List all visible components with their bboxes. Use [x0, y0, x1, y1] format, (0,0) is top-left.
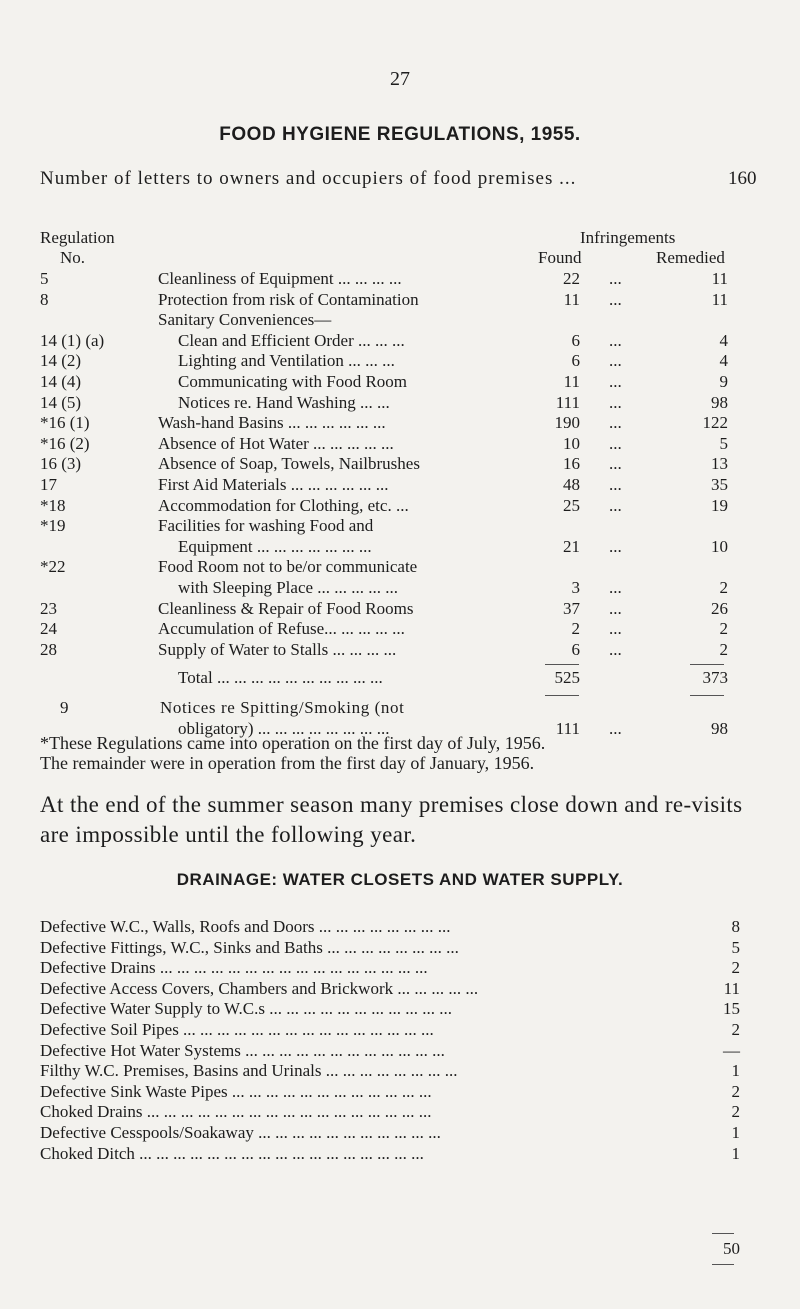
row-found: 25	[563, 496, 580, 515]
row-remedied: 13	[711, 454, 728, 473]
row-separator: ...	[609, 454, 622, 473]
remedied-rule-2	[690, 695, 724, 696]
row-found: 3	[571, 578, 580, 597]
remedied-rule	[690, 664, 724, 665]
row-found: 22	[563, 269, 580, 288]
drainage-item-label: Choked Ditch ... ... ... ... ... ... ... ... ... ... ... ... ... ... ... ... ...	[40, 1144, 424, 1163]
drainage-item-label: Defective Drains ... ... ... ... ... ... ... ... ... ... ... ... ... ... ... ...	[40, 958, 428, 977]
drainage-item-value: 1	[731, 1123, 740, 1142]
notices-sep: ...	[609, 719, 622, 738]
notices-reg-no: 9	[60, 698, 69, 717]
drainage-item-value: 5	[731, 938, 740, 957]
row-remedied: 4	[719, 331, 728, 350]
summer-paragraph: At the end of the summer season many premises close down and re-visits are impossible until the following year.	[40, 792, 743, 847]
row-separator: ...	[609, 413, 622, 432]
drainage-item-value: 2	[731, 958, 740, 977]
drainage-item-value: 1	[731, 1144, 740, 1163]
row-description: Facilities for washing Food and	[158, 516, 374, 535]
drainage-item-label: Defective Water Supply to W.C.s ... ... ... ... ... ... ... ... ... ... ...	[40, 999, 452, 1018]
row-found: 2	[571, 619, 580, 638]
row-separator: ...	[609, 537, 622, 556]
row-reg-no: 23	[40, 599, 57, 618]
row-separator: ...	[609, 599, 622, 618]
row-reg-no: 8	[40, 290, 49, 309]
row-separator: ...	[609, 434, 622, 453]
found-rule	[545, 664, 579, 665]
row-separator: ...	[609, 372, 622, 391]
drainage-item-value: 2	[731, 1102, 740, 1121]
drainage-item-label: Defective W.C., Walls, Roofs and Doors ... ... ... ... ... ... ... ...	[40, 917, 451, 936]
row-remedied: 4	[719, 351, 728, 370]
row-remedied: 35	[711, 475, 728, 494]
row-remedied: 19	[711, 496, 728, 515]
row-remedied: 98	[711, 393, 728, 412]
row-separator: ...	[609, 496, 622, 515]
row-reg-no: 17	[40, 475, 57, 494]
drainage-item-label: Defective Access Covers, Chambers and Brickwork ... ... ... ... ...	[40, 979, 479, 998]
row-description: Lighting and Ventilation ... ... ...	[178, 351, 395, 370]
row-reg-no: *16 (2)	[40, 434, 90, 453]
col-header-remedied: Remedied	[656, 248, 725, 267]
drainage-item-value: 15	[723, 999, 740, 1018]
row-remedied: 2	[719, 578, 728, 597]
drainage-item-label: Filthy W.C. Premises, Basins and Urinals ... ... ... ... ... ... ... ...	[40, 1061, 458, 1080]
row-found: 6	[571, 640, 580, 659]
row-remedied: 10	[711, 537, 728, 556]
row-found: 190	[554, 413, 580, 432]
row-description: Clean and Efficient Order ... ... ...	[178, 331, 405, 350]
footnote-1: *These Regulations came into operation on the first day of July, 1956.	[40, 733, 546, 753]
row-found: 11	[563, 372, 580, 391]
row-remedied: 9	[719, 372, 728, 391]
intro-value: 160	[728, 168, 757, 189]
row-separator: ...	[609, 269, 622, 288]
total-found: 525	[554, 668, 580, 687]
row-found: 16	[563, 454, 580, 473]
row-description: Food Room not to be/or communicate	[158, 557, 418, 576]
row-found: 37	[563, 599, 580, 618]
row-description: Accumulation of Refuse... ... ... ... ...	[158, 619, 405, 638]
drainage-item-value: 11	[723, 979, 740, 998]
row-found: 11	[563, 290, 580, 309]
page-number: 27	[390, 68, 410, 90]
row-separator: ...	[609, 640, 622, 659]
row-description: Absence of Soap, Towels, Nailbrushes	[158, 454, 420, 473]
drainage-item-label: Defective Fittings, W.C., Sinks and Baths ... ... ... ... ... ... ... ...	[40, 938, 459, 957]
row-description: Absence of Hot Water ... ... ... ... ...	[158, 434, 394, 453]
row-found: 48	[563, 475, 580, 494]
notices-remedied: 98	[711, 719, 728, 738]
row-separator: ...	[609, 475, 622, 494]
row-description: Wash-hand Basins ... ... ... ... ... ...	[158, 413, 386, 432]
drainage-item-label: Defective Sink Waste Pipes ... ... ... ... ... ... ... ... ... ... ... ...	[40, 1082, 432, 1101]
row-remedied: 5	[719, 434, 728, 453]
total-label: Total ... ... ... ... ... ... ... ... ... ...	[178, 668, 383, 687]
row-description: Accommodation for Clothing, etc. ...	[158, 496, 409, 515]
row-reg-no: 24	[40, 619, 57, 638]
row-remedied: 11	[711, 290, 728, 309]
row-description: Communicating with Food Room	[178, 372, 408, 391]
row-remedied: 2	[719, 619, 728, 638]
row-reg-no: *18	[40, 496, 66, 515]
drainage-item-value: 2	[731, 1082, 740, 1101]
drainage-item-value: —	[723, 1041, 740, 1060]
row-reg-no: 14 (5)	[40, 393, 82, 412]
row-reg-no: 28	[40, 640, 57, 659]
page-title: FOOD HYGIENE REGULATIONS, 1955.	[219, 124, 581, 145]
row-found: 6	[571, 331, 580, 350]
row-reg-no: 14 (1) (a)	[40, 331, 105, 350]
row-description: Sanitary Conveniences—	[158, 310, 332, 329]
row-description: Notices re. Hand Washing ... ...	[178, 393, 390, 412]
row-separator: ...	[609, 393, 622, 412]
intro-label: Number of letters to owners and occupiers of food premises ...	[40, 168, 577, 189]
row-description: Protection from risk of Contamination	[158, 290, 419, 309]
row-separator: ...	[609, 578, 622, 597]
row-separator: ...	[609, 351, 622, 370]
row-description: Cleanliness of Equipment ... ... ... ...	[158, 269, 402, 288]
row-reg-no: 14 (4)	[40, 372, 82, 391]
row-found: 6	[571, 351, 580, 370]
drainage-item-value: 8	[731, 917, 740, 936]
total-remedied: 373	[702, 668, 728, 687]
row-reg-no: *22	[40, 557, 66, 576]
drainage-total: 50	[723, 1239, 740, 1258]
row-description: Supply of Water to Stalls ... ... ... ...	[158, 640, 397, 659]
col-header-no: No.	[60, 248, 86, 267]
col-header-found: Found	[538, 248, 582, 267]
drainage-title: DRAINAGE: WATER CLOSETS AND WATER SUPPLY.	[176, 870, 624, 889]
found-rule-2	[545, 695, 579, 696]
row-reg-no: *16 (1)	[40, 413, 90, 432]
row-reg-no: *19	[40, 516, 66, 535]
row-remedied: 122	[702, 413, 728, 432]
drainage-item-label: Defective Hot Water Systems ... ... ... ... ... ... ... ... ... ... ... ...	[40, 1041, 445, 1060]
row-reg-no: 5	[40, 269, 49, 288]
notices-line1: Notices re Spitting/Smoking (not	[160, 698, 405, 717]
row-found: 21	[563, 537, 580, 556]
drainage-item-label: Choked Drains ... ... ... ... ... ... ... ... ... ... ... ... ... ... ... ... ...	[40, 1102, 432, 1121]
row-separator: ...	[609, 331, 622, 350]
drainage-item-value: 1	[731, 1061, 740, 1080]
row-remedied: 11	[711, 269, 728, 288]
col-header-regulation: Regulation	[40, 228, 115, 247]
notices-found: 111	[555, 719, 580, 738]
drainage-item-value: 2	[731, 1020, 740, 1039]
row-reg-no: 16 (3)	[40, 454, 82, 473]
row-description: First Aid Materials ... ... ... ... ... ...	[158, 475, 389, 494]
row-reg-no: 14 (2)	[40, 351, 82, 370]
row-found: 111	[555, 393, 580, 412]
row-description: Cleanliness & Repair of Food Rooms	[158, 599, 414, 618]
row-found: 10	[563, 434, 580, 453]
row-separator: ...	[609, 290, 622, 309]
drainage-item-label: Defective Soil Pipes ... ... ... ... ... ... ... ... ... ... ... ... ... ... ...	[40, 1020, 434, 1039]
row-description: Equipment ... ... ... ... ... ... ...	[178, 537, 372, 556]
col-header-infringements: Infringements	[580, 228, 676, 247]
row-separator: ...	[609, 619, 622, 638]
footnote-2: The remainder were in operation from the first day of January, 1956.	[40, 753, 535, 773]
notices-line2: obligatory) ... ... ... ... ... ... ... ...	[178, 719, 390, 738]
drainage-item-label: Defective Cesspools/Soakaway ... ... ... ... ... ... ... ... ... ... ...	[40, 1123, 441, 1142]
drainage-total-rule	[712, 1233, 734, 1234]
row-description: with Sleeping Place ... ... ... ... ...	[178, 578, 399, 597]
row-remedied: 26	[711, 599, 728, 618]
drainage-total-rule-2	[712, 1264, 734, 1265]
row-remedied: 2	[719, 640, 728, 659]
